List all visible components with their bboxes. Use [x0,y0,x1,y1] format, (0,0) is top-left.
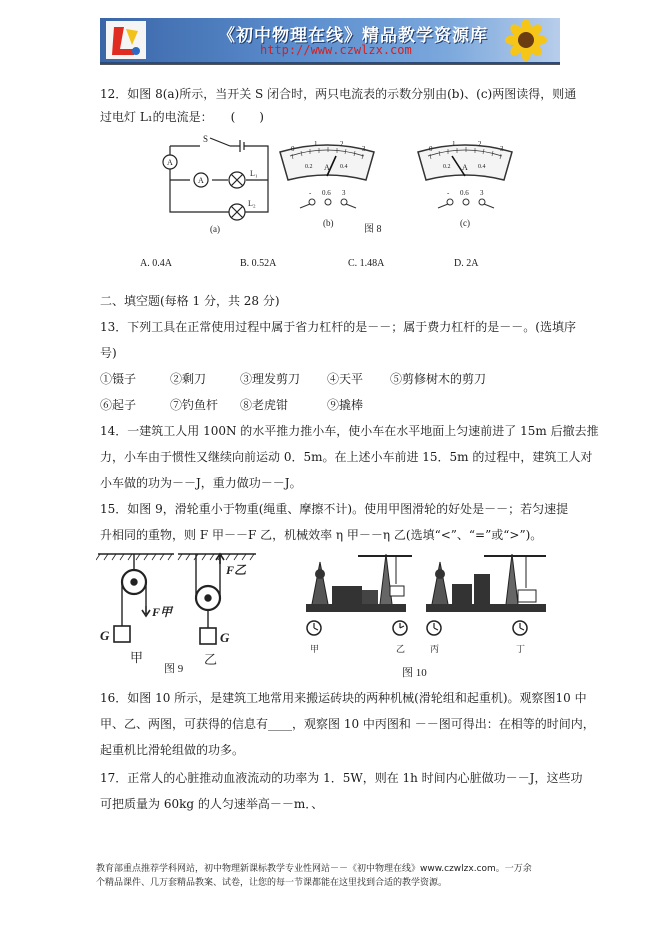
q12-option-c: C. 1.48A [348,258,385,269]
q12-option-b: B. 0.52A [240,258,277,269]
figures-9-10 [96,548,566,680]
dial-c-term-3: 3 [480,189,484,197]
figure-8 [100,132,540,248]
q14-line3: 小车做的功为－－J，重力做功－－J。 [100,476,302,490]
dial-c-tick-1: 1 [452,140,456,148]
site-title: 《初中物理在线》精品教学资源库 [218,26,488,46]
ammeter-dial-c [418,145,512,208]
dial-b-unit: A [324,163,330,172]
dial-c-unit: A [462,163,468,172]
fig10-label-jia: 甲 [310,644,320,654]
fig9-weight-jia: G [100,628,110,643]
dial-c-sub-0.4: 0.4 [478,164,486,170]
logo-icon [106,21,146,59]
fig9-label-jia: 甲 [130,650,144,665]
tool-1: ①镊子 [100,372,137,386]
q13-line1: 13．下列工具在正常使用过程中属于省力杠杆的是－－；属于费力杠杆的是－－。(选填序 [100,320,576,334]
q16-line1: 16．如图 10 所示，是建筑工地常用来搬运砖块的两种机械(滑轮组和起重机)。观察图10 中 [100,691,587,705]
fig9-weight-yi: G [220,630,230,645]
dial-b-term-neg: - [309,189,312,197]
dial-b-term-06: 0.6 [322,189,331,197]
switch-label: S [203,134,209,144]
fig10-panel-ding [484,554,546,635]
dial-c-tick-0: 0 [429,145,433,153]
dial-b-term-3: 3 [342,189,346,197]
dial-c-tick-2: 2 [478,140,482,148]
tool-7: ⑦钓鱼杆 [170,398,219,412]
sub-label-c: (c) [460,218,470,228]
dial-b-tick-2: 2 [340,140,344,148]
fig9-force-yi: F乙 [226,563,247,577]
q12-line2: 过电灯 L₁的电流是： ( ) [100,110,264,124]
header-rule [100,64,560,65]
dial-b-tick-0: 0 [291,145,295,153]
dial-b-sub-0.2: 0.2 [305,164,313,170]
q15-line2: 升相同的重物，则 F 甲－－F 乙，机械效率 η 甲－－η 乙(选填“<”、“=”或“>”)。 [100,528,543,542]
q12-option-a: A. 0.4A [140,258,172,269]
q12-line1: 12．如图 8(a)所示，当开关 S 闭合时，两只电流表的示数分别由(b)、(c)两图读得，则通 [100,87,577,101]
tool-5: ⑤剪修树木的剪刀 [390,372,487,386]
dial-b-tick-3: 3 [362,145,366,153]
fig9-caption: 图 9 [164,663,184,675]
q14-line2: 力，小车由于惯性又继续向前运动 0．5m。在上述小车前进 15．5m 的过程中，建筑工人对 [100,450,593,464]
sub-label-a: (a) [210,224,220,234]
ammeter-dial-b [280,145,374,208]
q12-option-d: D. 2A [454,258,479,269]
fig10-label-yi: 乙 [396,644,406,654]
q16-line3: 起重机比滑轮组做的功多。 [100,743,245,757]
fig10-caption: 图 10 [402,667,427,679]
fig10-label-ding: 丁 [516,644,526,654]
dial-c-sub-0.2: 0.2 [443,164,451,170]
tool-8: ⑧老虎钳 [240,398,289,412]
page-footer [96,862,566,890]
tool-4: ④天平 [327,372,364,386]
lamp2-label: L₂ [248,199,256,208]
tool-2: ②剩刀 [170,372,207,386]
header-banner [100,18,560,64]
q16-line2: 甲、乙、两图，可获得的信息有____，观察图 10 中丙图和 －－图可得出：在相等的时间内， [100,717,595,731]
q15-line1: 15．如图 9，滑轮重小于物重(绳重、摩擦不计)。使用甲图滑轮的好处是－－；若匀速提 [100,502,569,516]
dial-b-tick-1: 1 [314,140,318,148]
fig9-label-yi: 乙 [204,652,218,667]
ammeter-a1-label: A [167,158,173,167]
footer-line1: 教育部重点推荐学科网站，初中物理新课标教学专业性网站－－《初中物理在线》www.czwlzx.com。一万余 [96,864,532,874]
fig10-label-bing: 丙 [430,644,440,654]
tool-9: ⑨撬棒 [327,398,364,412]
sunflower-icon [496,18,556,62]
fig9-force-jia: F甲 [152,605,173,619]
dial-b-sub-0.4: 0.4 [340,164,348,170]
lamp1-label: L₁ [250,169,258,178]
dial-c-term-neg: - [447,189,450,197]
tool-3: ③理发剪刀 [240,372,301,386]
q17-line2: 可把质量为 60kg 的人匀速举高－－m．、 [100,797,324,811]
q17-line1: 17．正常人的心脏推动血液流动的功率为 1．5W，则在 1h 时间内心脏做功－－J，这些功 [100,771,583,785]
q13-line2: 号) [100,346,117,360]
fig8-caption: 图 8 [364,224,382,235]
footer-line2: 个精品课件、几万套精品教案、试卷，让您的每一节课都能在这里找到合适的教学资源。 [96,878,448,888]
dial-c-term-06: 0.6 [460,189,469,197]
q14-line1: 14．一建筑工人用 100N 的水平推力推小车，使小车在水平地面上匀速前进了 15m 后撤去推 [100,424,599,438]
ammeter-a2-label: A [198,176,204,185]
sub-label-b: (b) [323,218,334,228]
site-url[interactable]: http://www.czwlzx.com [260,43,412,57]
tool-6: ⑥起子 [100,398,137,412]
dial-c-tick-3: 3 [500,145,504,153]
section-heading: 二、填空题(每格 1 分，共 28 分) [100,294,280,308]
